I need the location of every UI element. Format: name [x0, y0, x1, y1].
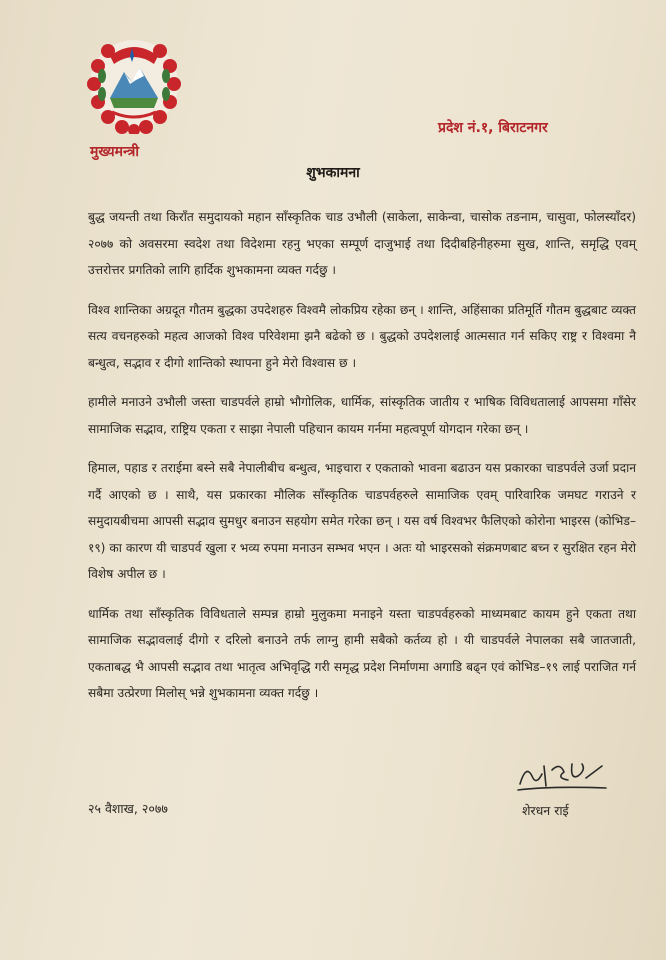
letter-date: २५ वैशाख, २०७७: [88, 801, 168, 816]
paragraph: हामीले मनाउने उभौली जस्ता चाडपर्वले हाम्रो भौगोलिक, धार्मिक, सांस्कृतिक जातीय र भाषिक विविधतालाई आपसमा गाँसेर सामाजिक सद्भाव, राष्ट्रिय एकता र साझा नेपाली पहिचान कायम गर्नमा महत्वपूर्ण योगदान गरेका छन् ।: [88, 395, 636, 436]
paragraph: धार्मिक तथा साँस्कृतिक विविधताले सम्पन्न हाम्रो मुलुकमा मनाइने यस्ता चाडपर्वहरुको माध्यमबाट कायम हुने एकता तथा सामाजिक सद्भावलाई दीगो र दरिलो बनाउने तर्फ लाग्नु हामी सबैको कर्तव्य हो । यी चाडपर्वले नेपालका सबै जातजाती, एकताबद्ध भै आपसी सद्भाव तथा भातृत्व अभिवृद्धि गरी समृद्ध प्रदेश निर्माणमा अगाडि बढ्न एवं कोभिड–१९ लाई पराजित गर्न सबैमा उत्प्रेरणा मिलोस् भन्ने शुभकामना व्यक्त गर्दछु ।: [88, 606, 636, 700]
handwritten-signature: [512, 756, 612, 796]
paragraph: विश्व शान्तिका अग्रदूत गौतम बुद्धका उपदेशहरु विश्वमै लोकप्रिय रहेका छन् । शान्ति, अहिंसाका प्रतिमूर्ति गौतम बुद्धबाट व्यक्त सत्य वचनहरुको महत्व आजको विश्व परिवेशमा झनै बढेको छ । बुद्धको उपदेशलाई आत्मसात गर्न सकिए राष्ट्र र विश्वमा नै बन्धुत्व, सद्भाव र दीगो शान्तिको स्थापना हुने मेरो विश्वास छ ।: [88, 302, 636, 370]
signer-name: शेरधन राई: [522, 803, 569, 818]
office-address: प्रदेश नं.१, बिराटनगर: [438, 120, 548, 136]
paragraph: बुद्ध जयन्ती तथा किराँत समुदायको महान साँस्कृतिक चाड उभौली (साकेला, साकेन्वा, चासोक तङनाम, चासुवा, फोलस्याँदर) २०७७ को अवसरमा स्वदेश तथा विदेशमा रहनु भएका सम्पूर्ण दाजुभाई तथा दिदीबहिनीहरुमा सुख, शान्ति, समृद्धि एवम् उत्तरोत्तर प्रगतिको लागि हार्दिक शुभकामना व्यक्त गर्दछु ।: [88, 210, 636, 277]
designation: मुख्यमन्त्री: [90, 144, 139, 160]
letter-body: [88, 204, 636, 720]
government-emblem-icon: [82, 34, 186, 134]
letter-title: शुभकामना: [306, 165, 360, 181]
paragraph: हिमाल, पहाड र तराईमा बस्ने सबै नेपालीबीच बन्धुत्व, भाइचारा र एकताको भावना बढाउन यस प्रकारका चाडपर्वले उर्जा प्रदान गर्दै आएको छ । साथै, यस प्रकारका मौलिक साँस्कृतिक चाडपर्वहरुले सामाजिक एवम् पारिवारिक जमघट गराउने र समुदायबीचमा आपसी सद्भाव सुमधुर बनाउन सहयोग समेत गरेका छन् । यस वर्ष विश्वभर फैलिएको कोरोना भाइरस (कोभिड–१९) का कारण यी चाडपर्व खुला र भव्य रुपमा मनाउन सम्भव भएन । अतः यो भाइरसको संक्रमणबाट बच्न र सुरक्षित रहन मेरो विशेष अपील छ ।: [88, 461, 636, 581]
